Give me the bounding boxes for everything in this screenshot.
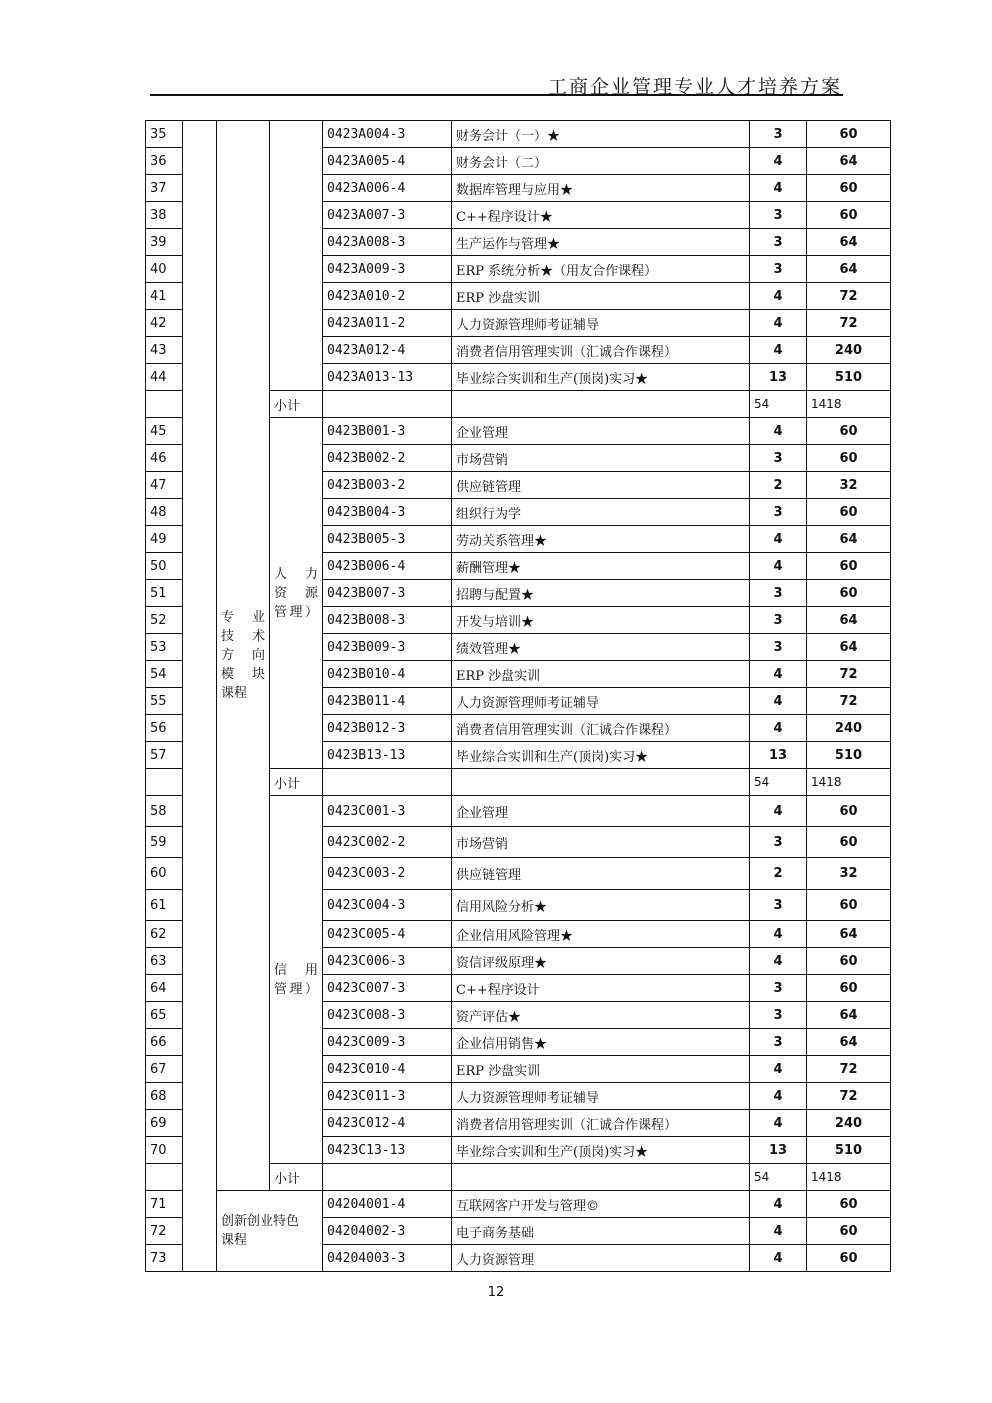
course-credits: 2	[750, 858, 807, 890]
course-credits: 4	[750, 1191, 807, 1218]
module-label-innovation	[217, 1191, 323, 1272]
course-hours: 60	[807, 1218, 891, 1245]
course-hours: 72	[807, 688, 891, 715]
course-name: 财务会计（二）	[452, 148, 750, 175]
course-credits: 4	[750, 921, 807, 948]
course-credits: 3	[750, 580, 807, 607]
course-hours: 60	[807, 890, 891, 921]
course-code: 0423C010-4	[323, 1056, 452, 1083]
course-code: 0423A007-3	[323, 202, 452, 229]
group-label-line: 课程	[221, 1233, 248, 1248]
course-name: 信用风险分析★	[452, 890, 750, 921]
course-code: 0423A011-2	[323, 310, 452, 337]
course-credits: 3	[750, 229, 807, 256]
seq-cell: 66	[146, 1029, 183, 1056]
group-label-line: 人 力	[274, 566, 318, 582]
course-name: 消费者信用管理实训（汇诚合作课程）	[452, 337, 750, 364]
course-hours: 60	[807, 827, 891, 858]
group-label-line: 模 块	[221, 667, 265, 682]
course-name: ERP 沙盘实训	[452, 283, 750, 310]
course-credits: 3	[750, 634, 807, 661]
course-name: 生产运作与管理★	[452, 229, 750, 256]
seq-cell: 43	[146, 337, 183, 364]
course-credits: 2	[750, 472, 807, 499]
course-hours: 32	[807, 858, 891, 890]
course-credits: 4	[750, 1245, 807, 1272]
subtotal-hours: 1418	[807, 769, 891, 796]
course-hours: 510	[807, 1137, 891, 1164]
course-hours: 64	[807, 148, 891, 175]
blank-cell	[183, 121, 217, 1272]
seq-cell: 55	[146, 688, 183, 715]
course-name: 市场营销	[452, 827, 750, 858]
course-credits: 4	[750, 337, 807, 364]
group-label-line: 资 源	[274, 585, 318, 601]
subtotal-credits: 54	[750, 391, 807, 418]
course-code: 0423B012-3	[323, 715, 452, 742]
course-name: 毕业综合实训和生产(顶岗)实习★	[452, 1137, 750, 1164]
group-label-line: 管理）	[274, 981, 318, 997]
course-hours: 72	[807, 310, 891, 337]
course-name: ERP 系统分析★（用友合作课程）	[452, 256, 750, 283]
course-name: 企业信用风险管理★	[452, 921, 750, 948]
course-hours: 60	[807, 1245, 891, 1272]
subtotal-hours: 1418	[807, 1164, 891, 1191]
seq-cell: 47	[146, 472, 183, 499]
course-code: 0423B13-13	[323, 742, 452, 769]
course-credits: 4	[750, 1056, 807, 1083]
seq-cell: 65	[146, 1002, 183, 1029]
course-code: 0423B001-3	[323, 418, 452, 445]
group-label-line: 方 向	[221, 648, 265, 663]
course-name: 资产评估★	[452, 1002, 750, 1029]
course-code: 0423A010-2	[323, 283, 452, 310]
seq-cell: 68	[146, 1083, 183, 1110]
course-credits: 4	[750, 796, 807, 827]
course-hours: 64	[807, 634, 891, 661]
seq-cell: 37	[146, 175, 183, 202]
seq-cell	[146, 1164, 183, 1191]
seq-cell: 69	[146, 1110, 183, 1137]
course-code: 0423B004-3	[323, 499, 452, 526]
course-name: 企业信用销售★	[452, 1029, 750, 1056]
group-label-line: 技 术	[221, 629, 265, 644]
seq-cell: 72	[146, 1218, 183, 1245]
course-code: 0423B006-4	[323, 553, 452, 580]
course-credits: 4	[750, 553, 807, 580]
course-hours: 64	[807, 229, 891, 256]
course-code: 0423C13-13	[323, 1137, 452, 1164]
course-code: 0423B003-2	[323, 472, 452, 499]
course-code: 0423C001-3	[323, 796, 452, 827]
seq-cell: 36	[146, 148, 183, 175]
course-name: 电子商务基础	[452, 1218, 750, 1245]
course-credits: 4	[750, 661, 807, 688]
document-header-title: 工商企业管理专业人才培养方案	[548, 76, 843, 98]
course-name: 人力资源管理	[452, 1245, 750, 1272]
course-code: 0423C003-2	[323, 858, 452, 890]
course-code: 0423B005-3	[323, 526, 452, 553]
course-hours: 240	[807, 715, 891, 742]
course-credits: 4	[750, 175, 807, 202]
seq-cell: 53	[146, 634, 183, 661]
course-credits: 13	[750, 364, 807, 391]
course-credits: 4	[750, 688, 807, 715]
course-code: 0423B010-4	[323, 661, 452, 688]
seq-cell: 73	[146, 1245, 183, 1272]
course-name: 互联网客户开发与管理©	[452, 1191, 750, 1218]
course-credits: 4	[750, 1218, 807, 1245]
course-name: 市场营销	[452, 445, 750, 472]
course-code: 0423A004-3	[323, 121, 452, 148]
course-name: 供应链管理	[452, 472, 750, 499]
course-hours: 60	[807, 975, 891, 1002]
course-code: 04204002-3	[323, 1218, 452, 1245]
course-hours: 64	[807, 1002, 891, 1029]
module-label-hr	[270, 418, 323, 769]
seq-cell: 57	[146, 742, 183, 769]
seq-cell: 58	[146, 796, 183, 827]
seq-cell: 42	[146, 310, 183, 337]
seq-cell: 67	[146, 1056, 183, 1083]
course-hours: 510	[807, 364, 891, 391]
course-hours: 60	[807, 445, 891, 472]
course-code: 0423C006-3	[323, 948, 452, 975]
course-row	[146, 1191, 891, 1218]
seq-cell	[146, 391, 183, 418]
course-code: 0423C007-3	[323, 975, 452, 1002]
subtotal-label: 小计	[270, 769, 323, 796]
course-name: ERP 沙盘实训	[452, 1056, 750, 1083]
course-code: 0423B002-2	[323, 445, 452, 472]
course-hours: 64	[807, 1029, 891, 1056]
course-credits: 3	[750, 499, 807, 526]
course-credits: 4	[750, 526, 807, 553]
module-label-credit	[270, 796, 323, 1164]
seq-cell: 59	[146, 827, 183, 858]
blank-subgroup-cell	[270, 121, 323, 391]
course-code: 0423C005-4	[323, 921, 452, 948]
course-hours: 60	[807, 796, 891, 827]
course-code: 0423C009-3	[323, 1029, 452, 1056]
seq-cell: 48	[146, 499, 183, 526]
seq-cell: 39	[146, 229, 183, 256]
course-code: 04204001-4	[323, 1191, 452, 1218]
course-hours: 60	[807, 499, 891, 526]
course-hours: 72	[807, 1056, 891, 1083]
course-name: 组织行为学	[452, 499, 750, 526]
course-name: 绩效管理★	[452, 634, 750, 661]
course-name: C++程序设计★	[452, 202, 750, 229]
course-credits: 3	[750, 445, 807, 472]
seq-cell: 62	[146, 921, 183, 948]
subtotal-hours: 1418	[807, 391, 891, 418]
course-credits: 4	[750, 1110, 807, 1137]
subtotal-label: 小计	[270, 391, 323, 418]
course-credits: 3	[750, 1002, 807, 1029]
course-credits: 4	[750, 1083, 807, 1110]
course-hours: 60	[807, 418, 891, 445]
course-name: 消费者信用管理实训（汇诚合作课程）	[452, 1110, 750, 1137]
seq-cell: 63	[146, 948, 183, 975]
group-label-line: 信 用	[274, 962, 318, 978]
seq-cell: 41	[146, 283, 183, 310]
course-table-body	[146, 121, 891, 1272]
seq-cell: 60	[146, 858, 183, 890]
course-credits: 4	[750, 418, 807, 445]
course-code: 0423A009-3	[323, 256, 452, 283]
course-code: 0423C008-3	[323, 1002, 452, 1029]
course-code: 0423A008-3	[323, 229, 452, 256]
subtotal-credits: 54	[750, 769, 807, 796]
group-label-line: 管理）	[274, 604, 318, 620]
seq-cell: 46	[146, 445, 183, 472]
course-name: 企业管理	[452, 418, 750, 445]
course-name: 毕业综合实训和生产(顶岗)实习★	[452, 742, 750, 769]
code-cell	[323, 391, 452, 418]
course-code: 0423A006-4	[323, 175, 452, 202]
subtotal-label: 小计	[270, 1164, 323, 1191]
course-credits: 3	[750, 607, 807, 634]
course-name: 资信评级原理★	[452, 948, 750, 975]
course-credits: 4	[750, 310, 807, 337]
page-number: 12	[487, 1285, 505, 1300]
name-cell	[452, 769, 750, 796]
course-hours: 510	[807, 742, 891, 769]
course-code: 0423C004-3	[323, 890, 452, 921]
course-hours: 60	[807, 553, 891, 580]
course-credits: 3	[750, 890, 807, 921]
course-credits: 3	[750, 121, 807, 148]
course-table	[145, 120, 891, 1272]
group-label-line: 专 业	[221, 610, 265, 625]
code-cell	[323, 769, 452, 796]
course-name: 企业管理	[452, 796, 750, 827]
seq-cell: 71	[146, 1191, 183, 1218]
seq-cell: 54	[146, 661, 183, 688]
course-code: 0423B008-3	[323, 607, 452, 634]
course-hours: 64	[807, 607, 891, 634]
course-hours: 60	[807, 202, 891, 229]
course-hours: 240	[807, 1110, 891, 1137]
course-code: 0423A013-13	[323, 364, 452, 391]
course-hours: 64	[807, 256, 891, 283]
group-label-line: 创新创业特色	[221, 1214, 300, 1229]
course-name: 消费者信用管理实训（汇诚合作课程）	[452, 715, 750, 742]
seq-cell: 38	[146, 202, 183, 229]
course-hours: 64	[807, 921, 891, 948]
course-hours: 60	[807, 580, 891, 607]
course-code: 0423C012-4	[323, 1110, 452, 1137]
code-cell	[323, 1164, 452, 1191]
seq-cell: 40	[146, 256, 183, 283]
course-hours: 72	[807, 661, 891, 688]
name-cell	[452, 1164, 750, 1191]
seq-cell	[146, 769, 183, 796]
course-hours: 240	[807, 337, 891, 364]
seq-cell: 50	[146, 553, 183, 580]
seq-cell: 51	[146, 580, 183, 607]
course-name: 人力资源管理师考证辅导	[452, 688, 750, 715]
course-name: 薪酬管理★	[452, 553, 750, 580]
group-label-line: 课程	[221, 686, 248, 701]
course-credits: 3	[750, 1029, 807, 1056]
course-name: 开发与培训★	[452, 607, 750, 634]
course-credits: 3	[750, 827, 807, 858]
course-code: 0423A012-4	[323, 337, 452, 364]
course-hours: 72	[807, 1083, 891, 1110]
course-name: C++程序设计	[452, 975, 750, 1002]
seq-cell: 44	[146, 364, 183, 391]
course-name: 供应链管理	[452, 858, 750, 890]
seq-cell: 52	[146, 607, 183, 634]
course-name: 毕业综合实训和生产(顶岗)实习★	[452, 364, 750, 391]
course-name: 财务会计（一）★	[452, 121, 750, 148]
name-cell	[452, 391, 750, 418]
course-hours: 60	[807, 175, 891, 202]
course-hours: 32	[807, 472, 891, 499]
seq-cell: 61	[146, 890, 183, 921]
module-label-professional	[217, 121, 270, 1191]
course-hours: 60	[807, 1191, 891, 1218]
course-credits: 3	[750, 202, 807, 229]
course-name: 人力资源管理师考证辅导	[452, 310, 750, 337]
seq-cell: 45	[146, 418, 183, 445]
course-code: 0423C002-2	[323, 827, 452, 858]
course-name: 人力资源管理师考证辅导	[452, 1083, 750, 1110]
course-name: 数据库管理与应用★	[452, 175, 750, 202]
course-code: 0423B011-4	[323, 688, 452, 715]
header-rule	[150, 94, 843, 96]
course-credits: 13	[750, 742, 807, 769]
seq-cell: 35	[146, 121, 183, 148]
course-hours: 60	[807, 948, 891, 975]
course-hours: 72	[807, 283, 891, 310]
course-row	[146, 121, 891, 148]
seq-cell: 70	[146, 1137, 183, 1164]
course-code: 0423B009-3	[323, 634, 452, 661]
seq-cell: 56	[146, 715, 183, 742]
course-credits: 4	[750, 715, 807, 742]
seq-cell: 64	[146, 975, 183, 1002]
course-name: 招聘与配置★	[452, 580, 750, 607]
course-code: 0423C011-3	[323, 1083, 452, 1110]
course-hours: 60	[807, 121, 891, 148]
course-credits: 13	[750, 1137, 807, 1164]
course-credits: 4	[750, 283, 807, 310]
course-code: 04204003-3	[323, 1245, 452, 1272]
course-credits: 4	[750, 148, 807, 175]
course-credits: 3	[750, 256, 807, 283]
course-credits: 3	[750, 975, 807, 1002]
course-name: ERP 沙盘实训	[452, 661, 750, 688]
seq-cell: 49	[146, 526, 183, 553]
course-name: 劳动关系管理★	[452, 526, 750, 553]
course-code: 0423B007-3	[323, 580, 452, 607]
course-credits: 4	[750, 948, 807, 975]
course-hours: 64	[807, 526, 891, 553]
subtotal-credits: 54	[750, 1164, 807, 1191]
course-code: 0423A005-4	[323, 148, 452, 175]
